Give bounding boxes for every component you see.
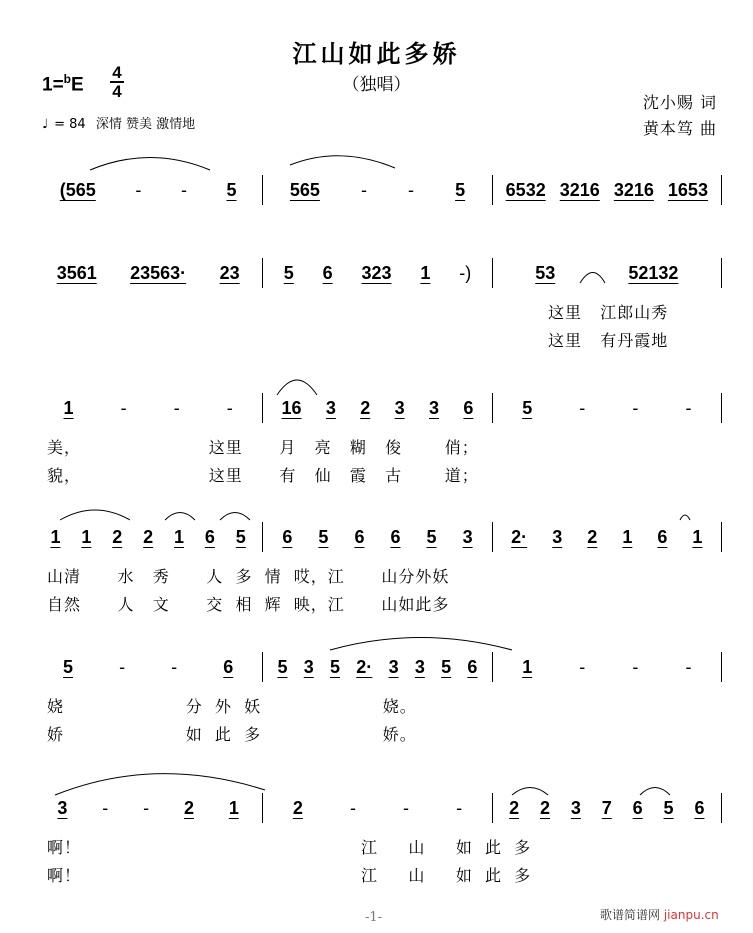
note: 5: [426, 526, 437, 547]
note: 5: [63, 656, 74, 677]
note: 3: [414, 656, 425, 677]
tempo-value: = 84: [54, 117, 86, 132]
note: 1: [174, 526, 185, 547]
dash: -: [579, 656, 586, 677]
slur: [165, 513, 195, 521]
note: 3: [429, 397, 440, 418]
note: 5: [455, 179, 466, 200]
dash: -: [456, 797, 463, 818]
note: 6: [463, 397, 474, 418]
note: 3: [462, 526, 473, 547]
note: 5: [522, 397, 533, 418]
dash: -: [579, 397, 586, 418]
key-note: E: [71, 74, 84, 96]
note: 5: [235, 526, 246, 547]
note: 53: [535, 262, 556, 283]
dash: -: [173, 397, 180, 418]
note: 23: [219, 262, 240, 283]
slur: [60, 510, 130, 520]
note: 1: [81, 526, 92, 547]
note: 565: [289, 179, 320, 200]
note: 16: [281, 397, 302, 418]
note: 5: [663, 797, 674, 818]
note: 2: [292, 797, 303, 818]
note: 2: [112, 526, 123, 547]
note: 2: [509, 797, 520, 818]
watermark-text: 歌谱简谱网: [600, 908, 661, 922]
note: 1: [692, 526, 703, 547]
note: 6: [322, 262, 333, 283]
dash: -: [180, 179, 187, 200]
note: 5: [441, 656, 452, 677]
lyric-line: 娇 如 此 多 娇。: [47, 725, 417, 744]
watermark: [600, 906, 719, 923]
note: 3216: [613, 179, 654, 200]
lyric-line: 这里 有丹霞地: [548, 331, 669, 350]
note: 2·: [511, 526, 528, 547]
note: 6: [282, 526, 293, 547]
note: 3: [394, 397, 405, 418]
slur: [290, 156, 395, 168]
dash: -: [102, 797, 109, 818]
note: 3: [552, 526, 563, 547]
note: 7: [601, 797, 612, 818]
watermark-site: jianpu.cn: [663, 908, 719, 922]
dash: -: [171, 656, 178, 677]
note: 1: [63, 397, 74, 418]
composer: 黄本笃 曲: [642, 119, 717, 138]
lyric-line: 自然 人 文 交 相 辉 映，江 山如此多: [47, 595, 450, 614]
page-number: -1-: [365, 910, 383, 925]
note: 5: [277, 656, 288, 677]
slur: [640, 788, 670, 796]
note: 6: [204, 526, 215, 547]
slur: [512, 788, 548, 796]
lyric-line: 啊！ 江 山 如 此 多: [47, 866, 532, 885]
note: 1: [622, 526, 633, 547]
note: 1: [228, 797, 239, 818]
dash: -: [119, 656, 126, 677]
slur: [580, 273, 605, 284]
slur: [680, 515, 690, 520]
note: 3: [57, 797, 68, 818]
time-top: 4: [112, 63, 122, 82]
dash: -: [120, 397, 127, 418]
note: 2: [539, 797, 550, 818]
dash: -: [360, 179, 367, 200]
note: 1: [50, 526, 61, 547]
note: 5: [330, 656, 341, 677]
note: 2·: [356, 656, 373, 677]
lyric-line: 山清 水 秀 人 多 情 哎，江 山分外妖: [47, 567, 450, 586]
slur: [330, 638, 512, 651]
note: 2: [360, 397, 371, 418]
note: 3: [388, 656, 399, 677]
note: 6532: [505, 179, 546, 200]
note: 6: [657, 526, 668, 547]
slur: [277, 380, 317, 395]
note: 1: [522, 656, 533, 677]
note: 3: [325, 397, 336, 418]
note: 3561: [56, 262, 97, 283]
slur: [90, 158, 210, 171]
note: (565: [59, 179, 96, 200]
subtitle: （独唱）: [342, 75, 411, 95]
dash: -: [632, 397, 639, 418]
time-bottom: 4: [112, 82, 122, 101]
note: 3216: [559, 179, 600, 200]
song-title: 江山如此多娇: [292, 39, 461, 68]
lyric-line: 美， 这里 月 亮 糊 俊 俏；: [47, 438, 479, 457]
note: 6: [223, 656, 234, 677]
lyric-line: 啊！ 江 山 如 此 多: [47, 838, 532, 857]
note: 6: [632, 797, 643, 818]
expression: 深情 赞美 激情地: [95, 117, 196, 132]
quarter-note-icon: ♩: [42, 117, 49, 132]
dash: -: [135, 179, 142, 200]
dash: -: [632, 656, 639, 677]
note: 5: [226, 179, 237, 200]
note: 1: [420, 262, 431, 283]
dash: -: [408, 179, 415, 200]
dash: -: [403, 797, 410, 818]
dash: -: [143, 797, 150, 818]
note: -): [459, 262, 472, 283]
slur: [220, 513, 250, 521]
note: 6: [467, 656, 478, 677]
note: 1653: [667, 179, 708, 200]
note: 2: [143, 526, 154, 547]
note: 323: [361, 262, 392, 283]
note: 6: [354, 526, 365, 547]
note: 5: [283, 262, 294, 283]
note: 5: [318, 526, 329, 547]
lyric-line: 貌， 这里 有 仙 霞 古 道；: [47, 466, 479, 485]
flat-icon: b: [63, 72, 72, 86]
note: 6: [390, 526, 401, 547]
dash: -: [685, 397, 692, 418]
note: 3: [570, 797, 581, 818]
note: 3: [303, 656, 314, 677]
key-one: 1=: [42, 74, 64, 96]
note: 23563·: [130, 262, 187, 283]
slur: [55, 774, 265, 795]
note: 2: [183, 797, 194, 818]
note: 6: [694, 797, 705, 818]
lyricist: 沈小赐 词: [642, 93, 717, 112]
lyric-line: 娆 分 外 妖 娆。: [47, 697, 417, 716]
note: 52132: [628, 262, 679, 283]
lyric-line: 这里 江郎山秀: [548, 303, 669, 322]
dash: -: [349, 797, 356, 818]
note: 2: [587, 526, 598, 547]
dash: -: [685, 656, 692, 677]
dash: -: [226, 397, 233, 418]
